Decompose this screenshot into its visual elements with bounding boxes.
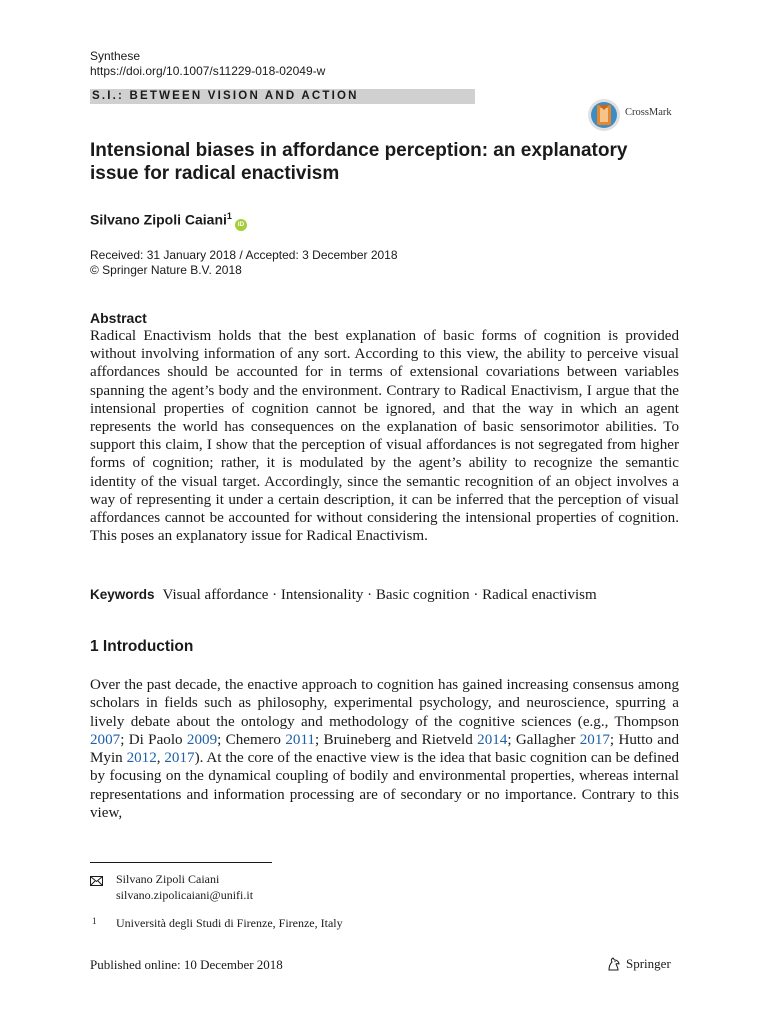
envelope-icon [90, 876, 103, 886]
crossmark-icon [587, 98, 621, 132]
intro-text: ; Di Paolo [120, 731, 187, 748]
author-name[interactable]: Silvano Zipoli Caiani [90, 211, 227, 228]
citation-link[interactable]: 2017 [579, 731, 610, 748]
orcid-icon[interactable]: iD [235, 219, 247, 231]
citation-link[interactable]: 2017 [164, 750, 195, 767]
crossmark-badge[interactable] [587, 98, 682, 132]
intro-text: ; Hutto and Myin [90, 731, 679, 767]
crossmark-label: CrossMark [625, 107, 672, 118]
citation-link[interactable]: 2011 [285, 731, 315, 748]
corresponding-author-email[interactable]: silvano.zipolicaiani@unifi.it [116, 888, 254, 902]
springer-logo [606, 955, 681, 973]
copyright-line: © Springer Nature B.V. 2018 [90, 263, 242, 277]
intro-text: ). At the core of the enactive view is the idea that basic cognition can be defined by focusing on the dynamical coupling of bodily and environmental properties, whereas internal representations and information processing are of secondary or no importance. Contrary to this view, [90, 750, 679, 822]
intro-text: ; Chemero [217, 731, 286, 748]
citation-link[interactable]: 2007 [90, 731, 121, 748]
introduction-paragraph [90, 676, 679, 822]
section-heading-introduction: 1 Introduction [90, 638, 194, 655]
intro-text: ; Bruineberg and Rietveld [314, 731, 478, 748]
citation-link[interactable]: 2014 [477, 731, 508, 748]
corresponding-author-name: Silvano Zipoli Caiani [116, 872, 220, 886]
intro-text: ; Gallagher [507, 731, 580, 748]
citation-link[interactable]: 2009 [186, 731, 218, 748]
intro-text: , [156, 750, 165, 767]
springer-label: Springer [626, 956, 671, 971]
special-issue-label: S.I.: BETWEEN VISION AND ACTION [92, 90, 359, 102]
doi-link[interactable]: https://doi.org/10.1007/s11229-018-02049-w [90, 64, 326, 78]
keywords-label: Keywords [90, 587, 155, 602]
citation-link[interactable]: 2012 [126, 750, 157, 767]
intro-text: Over the past decade, the enactive approach to cognition has gained increasing consensus among scholars in fields such as philosophy, experimental psychology, and neuroscience, spurring a lively debate about the ontology and methodology of the cognitive sciences (e.g., Thompson [90, 677, 679, 730]
journal-name: Synthese [90, 49, 141, 63]
special-issue-banner [90, 89, 475, 104]
published-online-date: Published online: 10 December 2018 [90, 957, 283, 972]
footnote-divider [90, 862, 272, 863]
keywords-line [90, 586, 597, 604]
abstract-text: Radical Enactivism holds that the best explanation of basic forms of cognition is provided without involving information of any sort. According to this view, the ability to perceive visual affordances should be accounted for in terms of extensional covariations between variables spanning the agent’s body and the environment. Contrary to Radical Enactivism, I argue that the intensional properties of cognition cannot be ignored, and that the way in which an agent represents the world has consequences on the explanation of basic sensorimotor abilities. To support this claim, I show that the perception of visual affordances is not segregated from higher forms of cognition; rather, it is modulated by the agent’s ability to recognize the semantic identity of the visual target. Accordingly, since the semantic recognition of an object involves a way of representing it under a certain description, it can be inferred that the perception of visual affordances cannot be accounted for without considering the intensional properties of cognition. This poses an explanatory issue for Radical Enactivism. [90, 328, 679, 545]
article-dates: Received: 31 January 2018 / Accepted: 3 December 2018 [90, 248, 398, 262]
author-affiliation-mark: 1 [226, 211, 232, 221]
author-line [90, 207, 247, 231]
article-title: Intensional biases in affordance perception: an explanatory issue for radical enactivism [90, 140, 628, 184]
keywords-list: Visual affordance · Intensionality · Basic cognition · Radical enactivism [162, 587, 597, 603]
springer-horse-icon [606, 956, 622, 972]
affiliation-text: Università degli Studi di Firenze, Firenze, Italy [116, 916, 343, 930]
affiliation-number: 1 [92, 916, 97, 926]
abstract-heading: Abstract [90, 310, 147, 326]
